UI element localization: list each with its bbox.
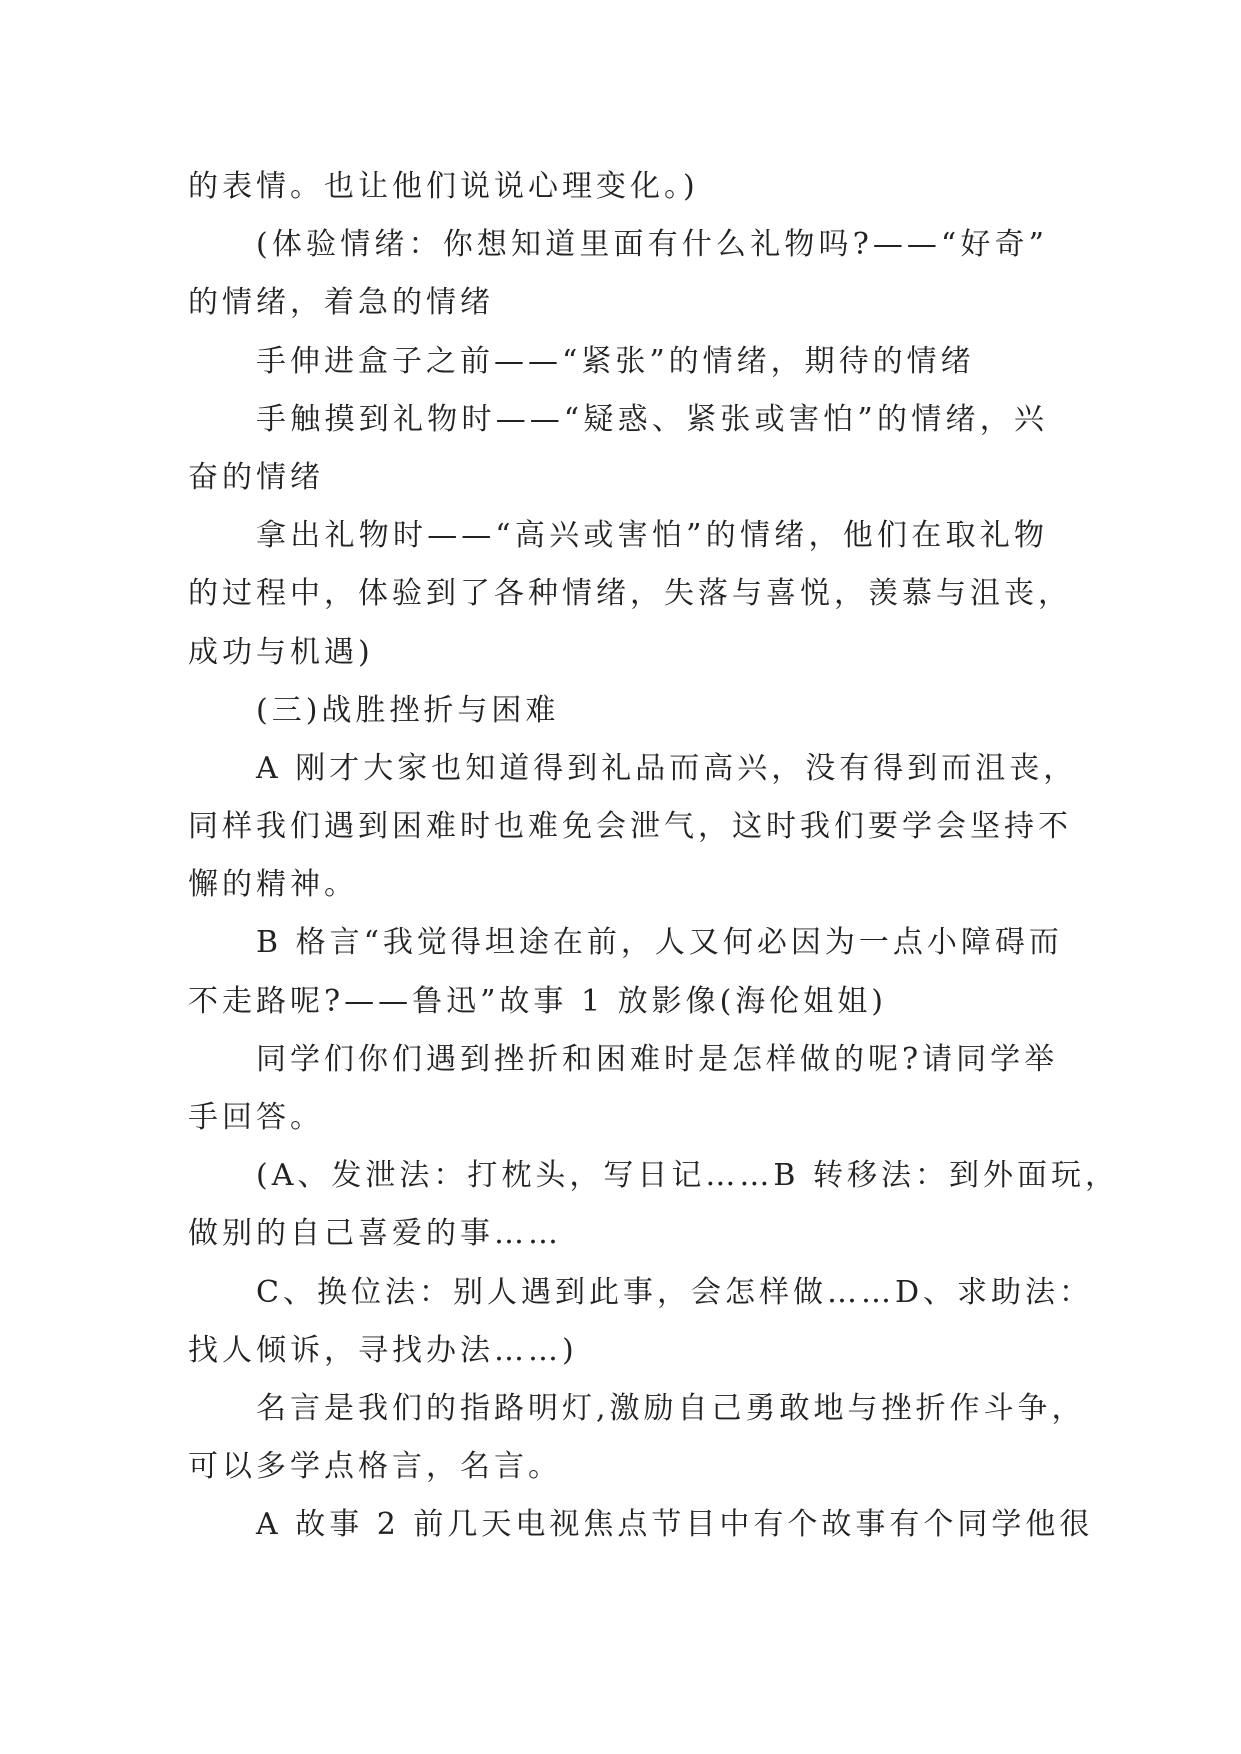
text-line: (体验情绪：你想知道里面有什么礼物吗?——“好奇”	[256, 227, 1048, 263]
text-line: 拿出礼物时——“高兴或害怕”的情绪，他们在取礼物	[256, 518, 1048, 554]
text-line: 不走路呢?——鲁迅”故事 1 放影像(海伦姐姐)	[188, 983, 887, 1019]
text-line: 的情绪，着急的情绪	[188, 285, 494, 321]
text-line: 奋的情绪	[188, 459, 324, 495]
text-line: 做别的自己喜爱的事……	[188, 1216, 562, 1252]
document-body	[188, 158, 1119, 1555]
text-line: 名言是我们的指路明灯,激励自己勇敢地与挫折作斗争，	[256, 1390, 1086, 1426]
text-line: 同学们你们遇到挫折和困难时是怎样做的呢?请同学举	[256, 1041, 1059, 1077]
text-line: 手伸进盒子之前——“紧张”的情绪，期待的情绪	[256, 343, 975, 379]
text-line: 手触摸到礼物时——“疑惑、紧张或害怕”的情绪，兴	[256, 401, 1048, 437]
text-line: A 刚才大家也知道得到礼品而高兴，没有得到而沮丧，	[256, 750, 1078, 786]
text-line: 可以多学点格言，名言。	[188, 1449, 562, 1485]
text-line: (A、发泄法：打枕头，写日记……B 转移法：到外面玩，	[256, 1158, 1119, 1194]
text-line: 同样我们遇到困难时也难免会泄气，这时我们要学会坚持不	[188, 809, 1072, 845]
text-line: 的过程中，体验到了各种情绪，失落与喜悦，羡慕与沮丧，	[188, 576, 1072, 612]
text-line: 懈的精神。	[188, 867, 358, 903]
text-line: 找人倾诉，寻找办法……)	[188, 1332, 578, 1368]
text-line: B 格言“我觉得坦途在前，人又何必因为一点小障碍而	[256, 925, 1063, 961]
text-line: 手回答。	[188, 1100, 324, 1135]
text-line: 成功与机遇)	[188, 634, 374, 670]
section-heading: (三)战胜挫折与困难	[256, 692, 560, 728]
text-line: A 故事 2 前几天电视焦点节目中有个故事有个同学他很	[256, 1507, 1094, 1543]
text-line: 的表情。也让他们说说心理变化。)	[188, 169, 699, 204]
text-line: C、换位法：别人遇到此事，会怎样做……D、求助法：	[256, 1274, 1094, 1310]
